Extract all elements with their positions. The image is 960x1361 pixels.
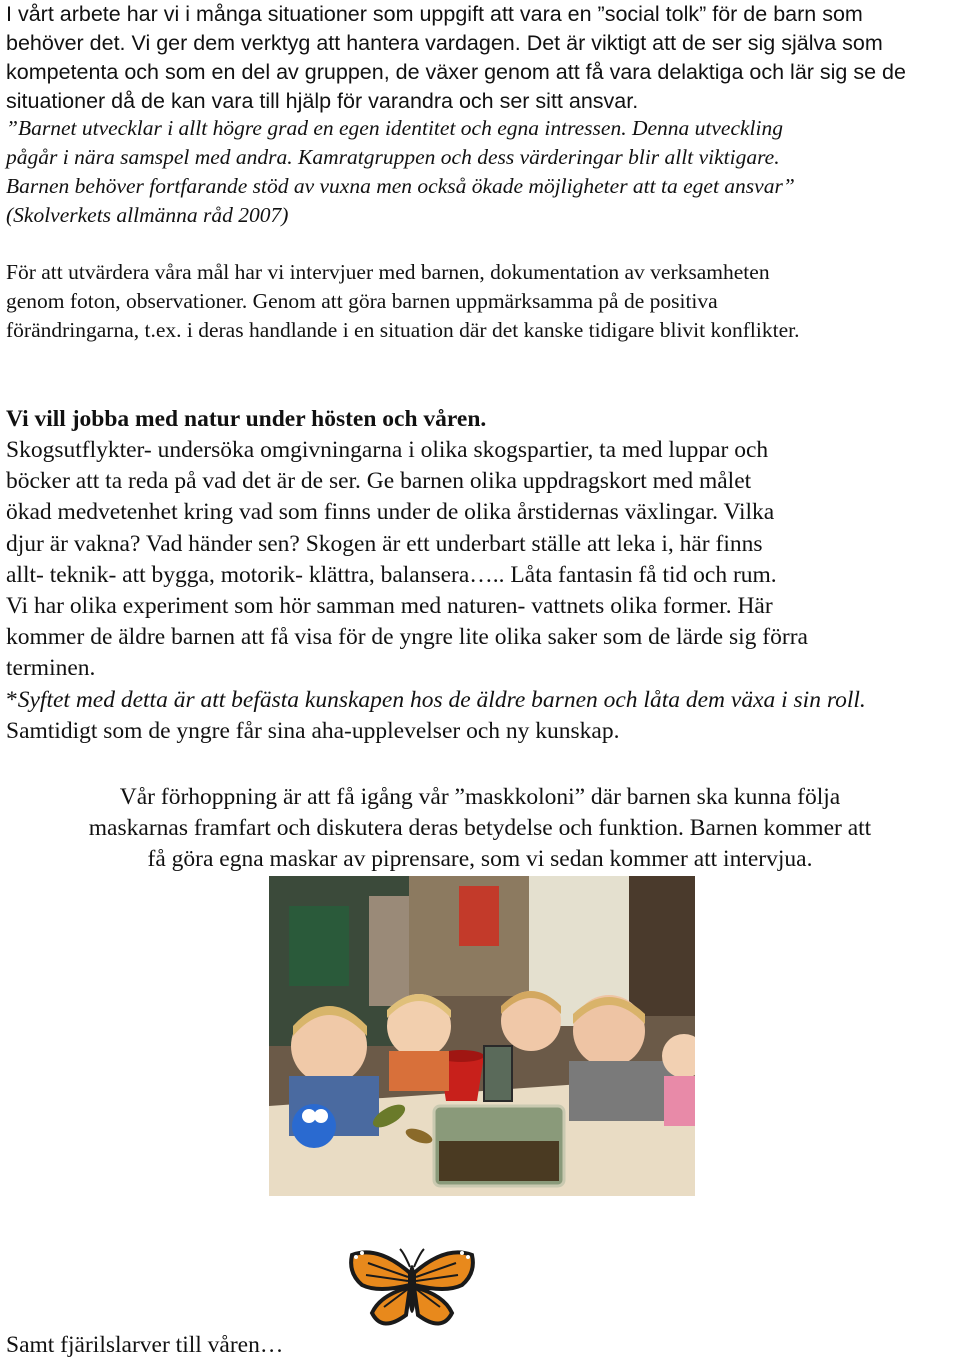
text-line: kompetenta och som en del av gruppen, de växer genom att få vara delaktiga och lär sig se de [6,60,906,84]
text-line: ökad medvetenhet kring vad som finns under de olika årstidernas växlingar. Vilka [6,499,775,526]
asterisk: * [6,686,18,713]
text-line: Samtidigt som de yngre får sina aha-upplevelser och ny kunskap. [6,717,620,744]
section-heading: Vi vill jobba med natur under hösten och våren. [6,406,487,432]
text-line: situationer då de kan vara till hjälp för varandra och ser sitt ansvar. [6,89,639,113]
text-line: böcker att ta reda på vad det är de ser. Ge barnen olika uppdragskort med målet [6,468,752,495]
children-photo [269,876,695,1196]
worm-colony-paragraph [0,782,960,876]
closing-line: Samt fjärilslarver till våren… [6,1332,284,1358]
text-line: maskarnas framfart och diskutera deras betydelse och funktion. Barnen kommer att [88,815,872,842]
text-line: genom foton, observationer. Genom att göra barnen uppmärksamma på de positiva [6,289,718,313]
text-line: I vårt arbete har vi i många situationer som uppgift att vara en ”social tolk” för de barn som [6,2,863,26]
intro-paragraph [6,0,954,116]
text-line: För att utvärdera våra mål har vi intervjuer med barnen, dokumentation av verksamheten [6,260,770,284]
text-line: få göra egna maskar av piprensare, som vi sedan kommer att intervjua. [147,846,813,873]
text-line: förändringarna, t.ex. i deras handlande i en situation där det kanske tidigare blivit konflikter. [6,318,800,342]
quote-line: Barnen behöver fortfarande stöd av vuxna men också ökade möjligheter att ta eget ansvar” [6,174,795,198]
text-line: kommer de äldre barnen att få visa för de yngre lite olika saker som de lärde sig förra [6,624,808,651]
text-line: terminen. [6,655,96,682]
text-line: djur är vakna? Vad händer sen? Skogen är ett underbart ställe att leka i, här finns [6,530,763,557]
quote-line: pågår i nära samspel med andra. Kamratgruppen och dess värderingar blir allt viktigare. [6,145,780,169]
purpose-line [6,685,954,716]
purpose-text: Syftet med detta är att befästa kunskapen hos de äldre barnen och låta dem växa i sin roll. [17,686,866,713]
quote-source: (Skolverkets allmänna råd 2007) [6,203,289,227]
text-line: Vår förhoppning är att få igång vår ”maskkoloni” där barnen ska kunna följa [119,784,841,810]
butterfly-illustration [348,1243,476,1335]
text-line: allt- teknik- att bygga, motorik- klättra, balansera….. Låta fantasin få tid och rum. [6,561,777,588]
text-line: Vi har olika experiment som hör samman med naturen- vattnets olika former. Här [6,593,773,620]
quote-line: ”Barnet utvecklar i allt högre grad en egen identitet och egna intressen. Denna utveckling [6,116,783,140]
text-line: behöver det. Vi ger dem verktyg att hantera vardagen. Det är viktigt att de ser sig själva som [6,31,883,55]
nature-paragraph [6,435,954,747]
text-line: Skogsutflykter- undersöka omgivningarna i olika skogspartier, ta med luppar och [6,437,769,463]
curriculum-quote [6,114,954,230]
evaluation-paragraph [6,258,954,345]
